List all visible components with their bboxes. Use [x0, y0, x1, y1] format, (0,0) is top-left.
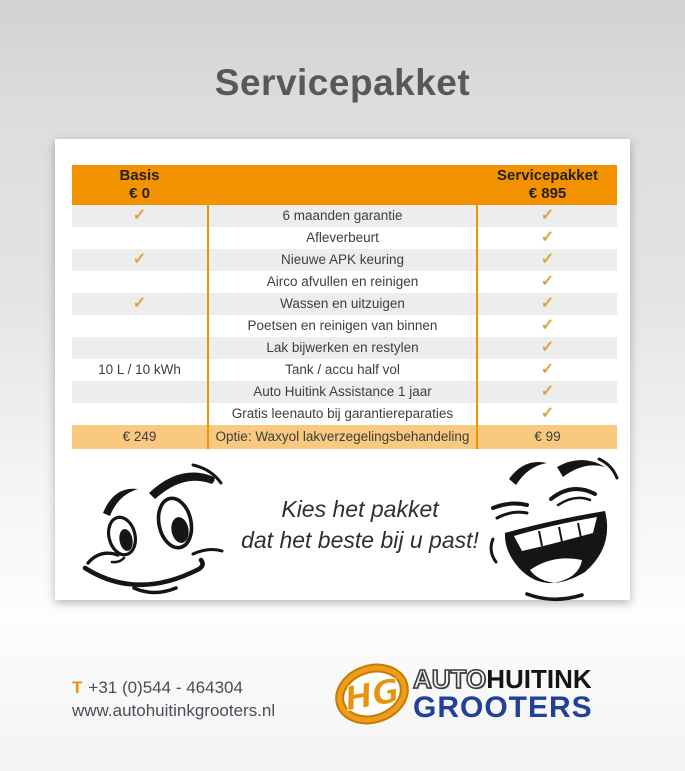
logo-word-grooters: GROOTERS [413, 691, 593, 725]
table-row [72, 403, 617, 425]
table-row [72, 205, 617, 227]
basis-value [72, 403, 207, 425]
check-icon: ✓ [132, 295, 147, 312]
page-title: Servicepakket [214, 62, 471, 103]
service-label: Servicepakket [497, 166, 598, 184]
option-label: Optie: Waxyol lakverzegelingsbehandeling [207, 425, 478, 449]
phone-prefix: T [72, 678, 83, 697]
table-row [72, 315, 617, 337]
feature-label: Airco afvullen en reinigen [207, 271, 478, 293]
service-package-card [55, 139, 630, 600]
table-row [72, 381, 617, 403]
footer [0, 660, 685, 750]
logo-word-auto: AUTO [413, 664, 487, 695]
check-icon: ✓ [540, 405, 555, 422]
feature-label: Wassen en uitzuigen [207, 293, 478, 315]
table-row [72, 227, 617, 249]
check-icon: ✓ [540, 295, 555, 312]
check-icon: ✓ [540, 317, 555, 334]
check-icon: ✓ [132, 251, 147, 268]
table-row [72, 359, 617, 381]
option-row [72, 425, 617, 449]
feature-label: 6 maanden garantie [207, 205, 478, 227]
basis-column-header [72, 165, 207, 205]
feature-label: Nieuwe APK keuring [207, 249, 478, 271]
feature-label: Tank / accu half vol [207, 359, 478, 381]
contact-block [72, 676, 275, 723]
option-service-price: € 99 [534, 429, 561, 445]
basis-value [72, 337, 207, 359]
website-url: www.autohuitinkgrooters.nl [72, 701, 276, 721]
feature-label: Auto Huitink Assistance 1 jaar [207, 381, 478, 403]
check-icon: ✓ [540, 229, 555, 246]
logo-text [413, 666, 593, 724]
table-header-row [72, 165, 617, 205]
option-basis-price: € 249 [122, 429, 157, 445]
logo-word-huitink: HUITINK [486, 664, 592, 695]
service-column-header [478, 165, 617, 205]
tagline [210, 494, 510, 556]
table-row [72, 271, 617, 293]
table-body [72, 205, 617, 425]
check-icon: ✓ [540, 361, 555, 378]
tagline-line1: Kies het pakket [281, 496, 439, 522]
phone-line [72, 676, 275, 699]
hg-monogram: HG [341, 670, 403, 719]
pricing-table [72, 165, 617, 449]
service-price: € 895 [528, 185, 567, 202]
feature-label: Gratis leenauto bij garantiereparaties [207, 403, 478, 425]
check-icon: ✓ [132, 207, 147, 224]
basis-value: 10 L / 10 kWh [98, 362, 181, 378]
feature-label: Lak bijwerken en restylen [207, 337, 478, 359]
feature-label: Poetsen en reinigen van binnen [207, 315, 478, 337]
feature-label: Afleverbeurt [207, 227, 478, 249]
basis-value [72, 381, 207, 403]
basis-value [72, 271, 207, 293]
basis-label: Basis [119, 166, 160, 184]
check-icon: ✓ [540, 383, 555, 400]
check-icon: ✓ [540, 251, 555, 268]
basis-value [72, 227, 207, 249]
feature-column-header [207, 165, 478, 205]
table-row [72, 337, 617, 359]
check-icon: ✓ [540, 339, 555, 356]
basis-price: € 0 [129, 185, 150, 202]
tagline-line2: dat het beste bij u past! [241, 527, 479, 554]
phone-number: +31 (0)544 - 464304 [88, 678, 243, 697]
table-row [72, 249, 617, 271]
basis-value [72, 315, 207, 337]
check-icon: ✓ [540, 273, 555, 290]
company-logo [335, 660, 593, 728]
check-icon: ✓ [540, 207, 555, 224]
table-row [72, 293, 617, 315]
hg-emblem-icon [335, 660, 409, 728]
